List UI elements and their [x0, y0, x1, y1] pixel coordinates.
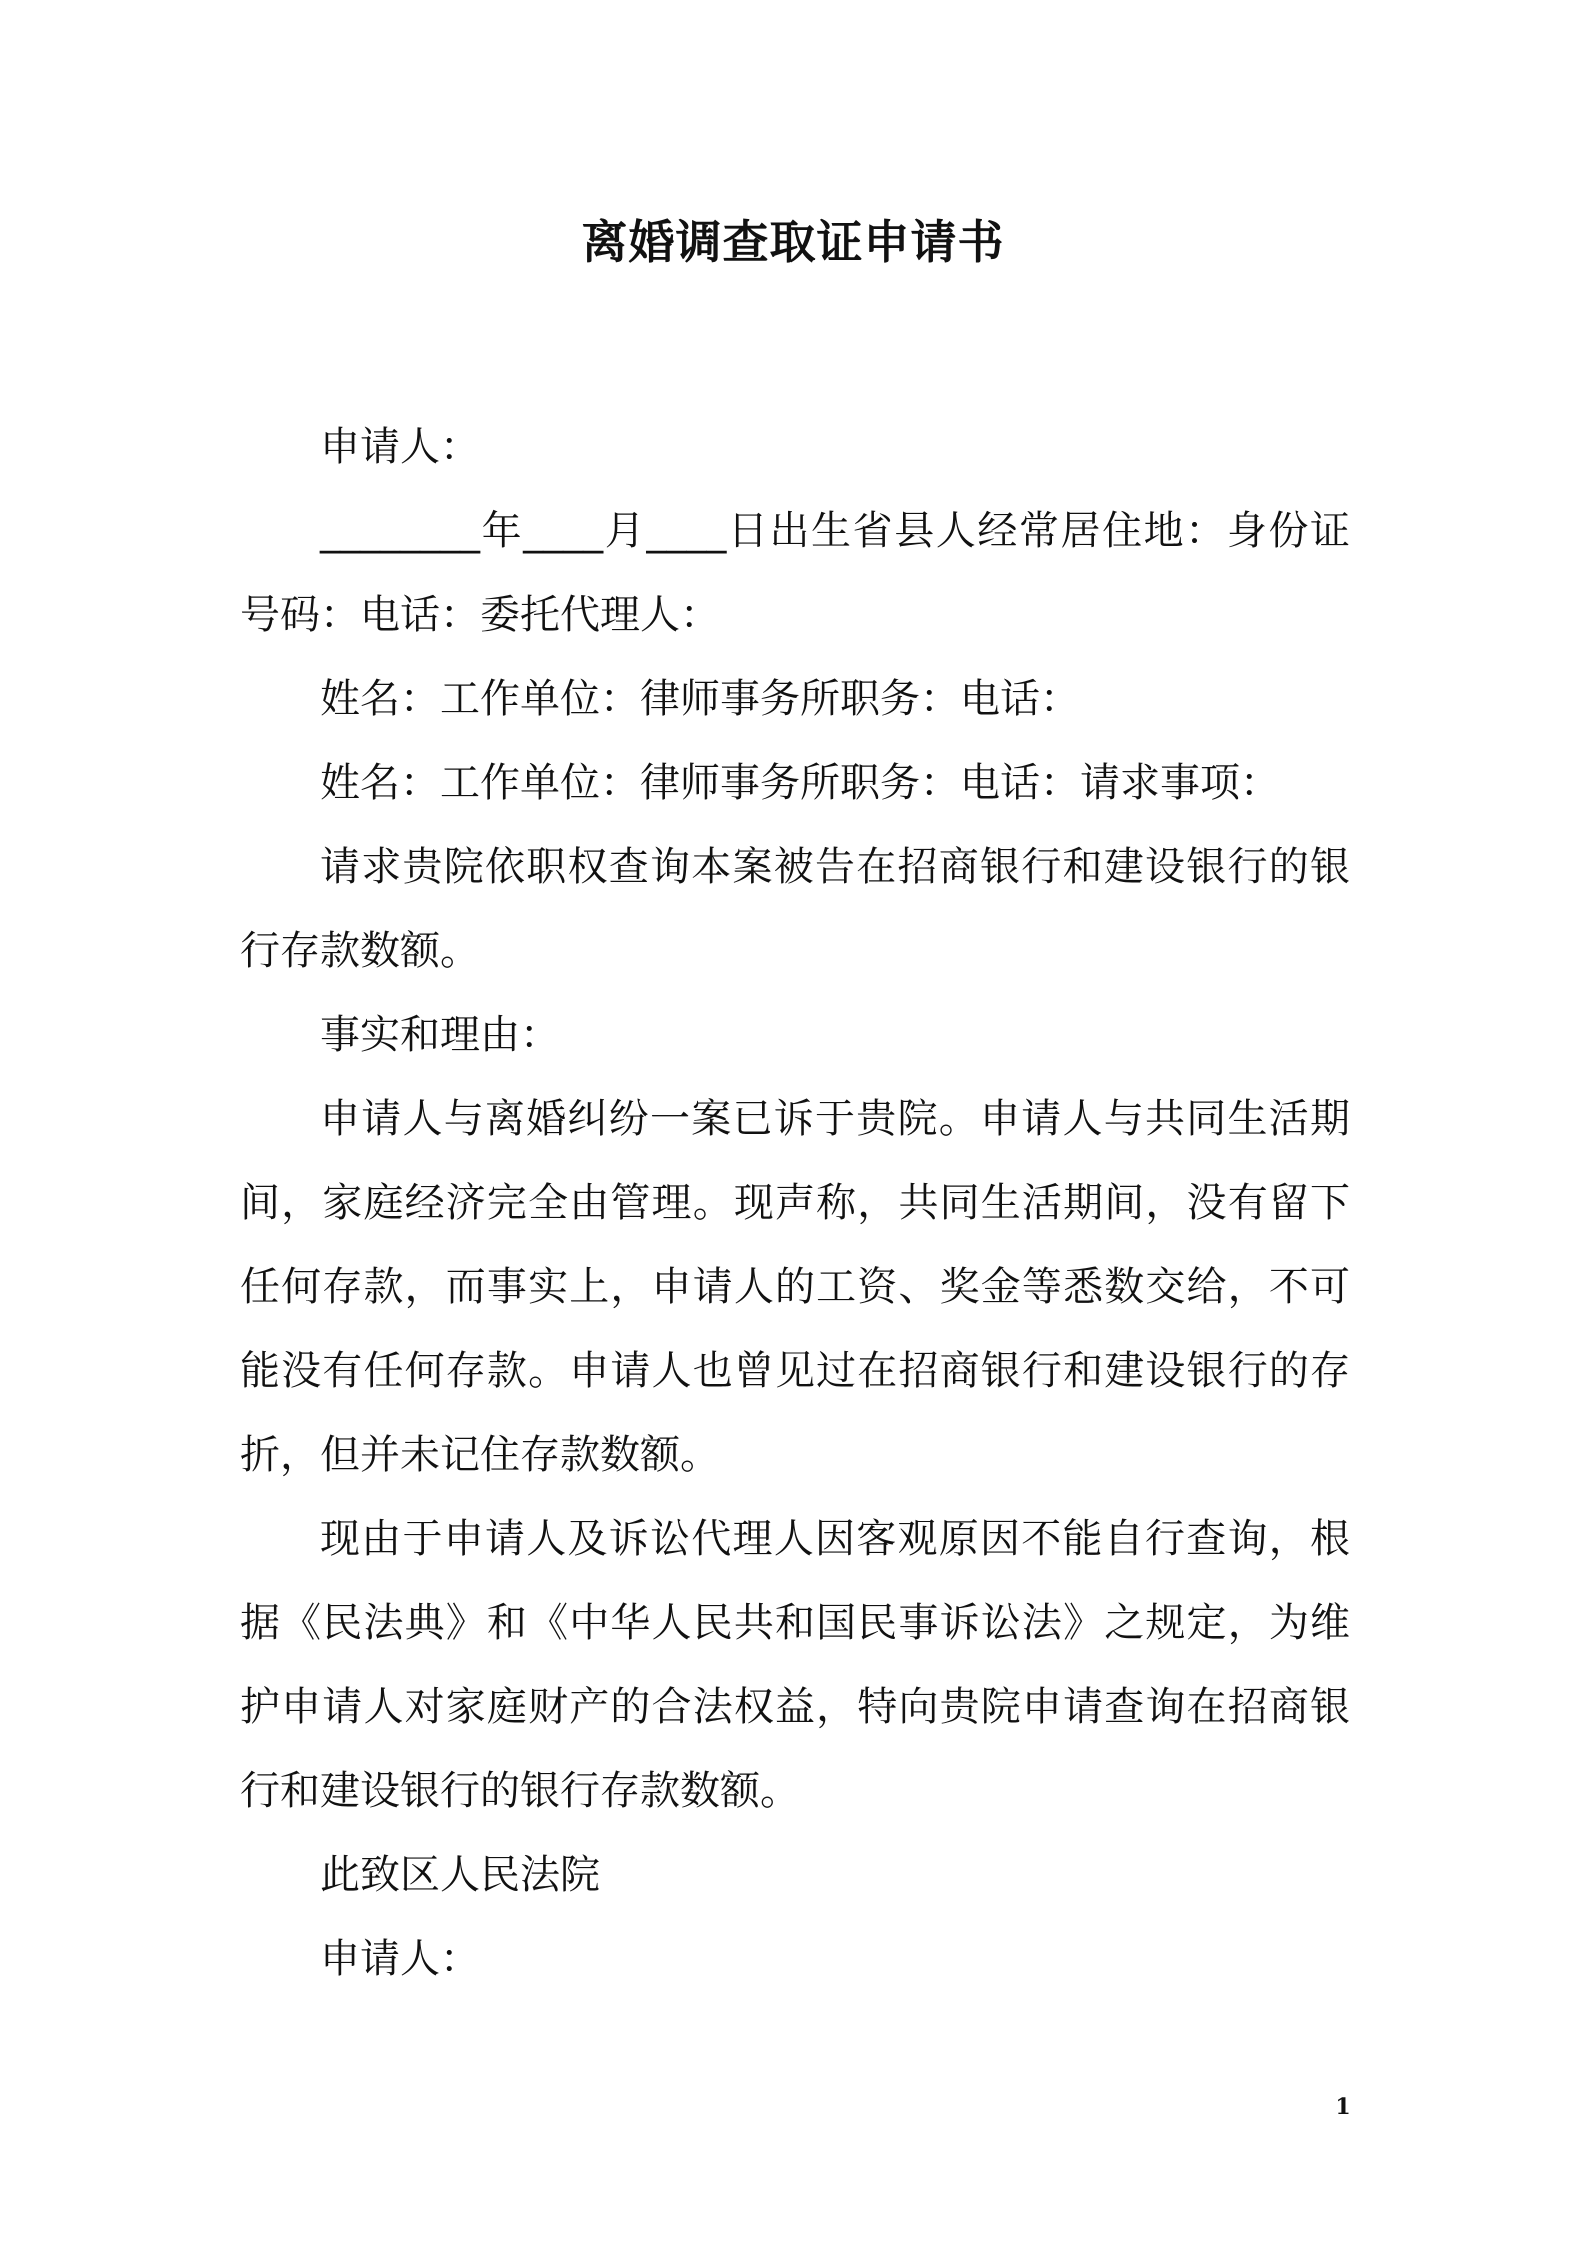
facts-heading: 事实和理由： — [320, 1012, 560, 1058]
document-title: 离婚调查取证申请书 — [581, 215, 1005, 269]
facts-paragraph: 申请人与离婚纠纷一案已诉于贵院。申请人与共同生活期间，家庭经济完全由管理。现声称，共同生活期间，没有留下任何存款，而事实上，申请人的工资、奖金等悉数交给，不可能没有任何存款。申请人也曾见过在招商银行和建设银行的存折，但并未记住存款数额。 — [240, 1096, 1350, 1478]
legal-basis-paragraph: 现由于申请人及诉讼代理人因客观原因不能自行查询，根据《民法典》和《中华人民共和国民事诉讼法》之规定，为维护申请人对家庭财产的合法权益，特向贵院申请查询在招商银行和建设银行的银行存款数额。 — [240, 1516, 1350, 1814]
applicant-label: 申请人： — [320, 424, 480, 470]
request-content: 请求贵院依职权查询本案被告在招商银行和建设银行的银行存款数额。 — [240, 844, 1350, 974]
court-address: 此致区人民法院 — [320, 1852, 600, 1898]
agent-info-2: 姓名：工作单位：律师事务所职务：电话：请求事项： — [320, 760, 1280, 806]
document-body — [240, 405, 1350, 2001]
applicant-details: ________年____月____日出生省县人经常居住地：身份证号码：电话：委托代理人： — [240, 508, 1350, 638]
agent-info-1: 姓名：工作单位：律师事务所职务：电话： — [320, 676, 1080, 722]
page-number: 1 — [1335, 2094, 1351, 2120]
signature-applicant: 申请人： — [320, 1936, 480, 1982]
